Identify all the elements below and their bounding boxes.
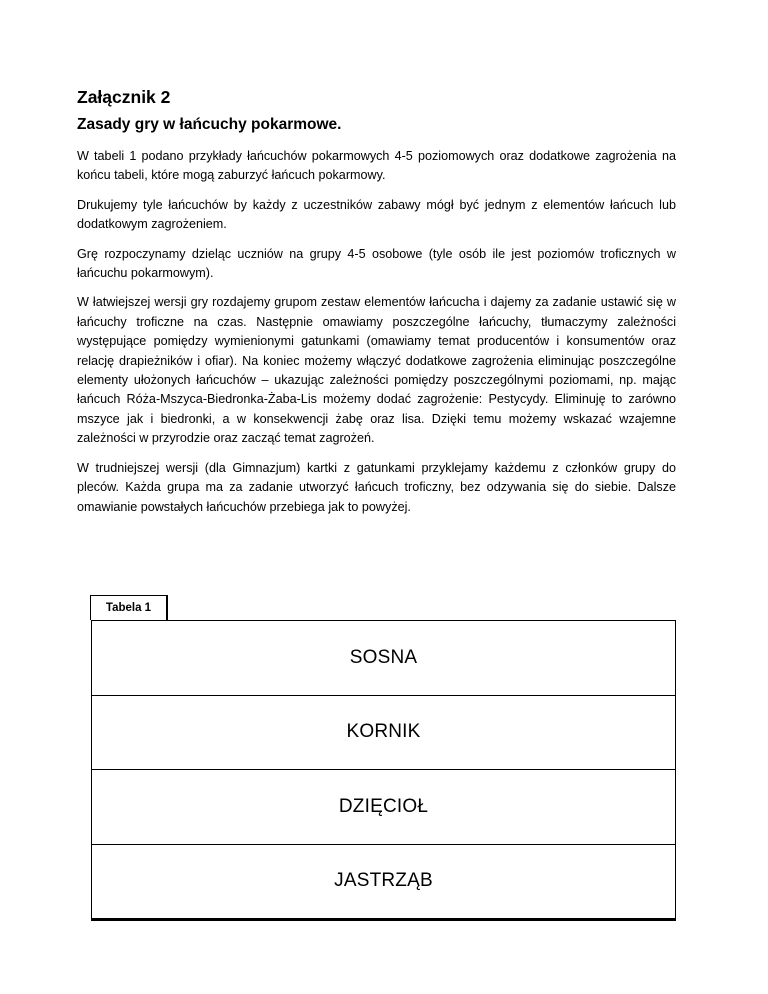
food-chain-table xyxy=(91,620,676,921)
table-label: Tabela 1 xyxy=(90,595,167,620)
paragraph-groups: Grę rozpoczynamy dzieląc uczniów na grupy 4-5 osobowe (tyle osób ile jest poziomów troficznych w łańcuchu pokarmowym). xyxy=(77,246,676,281)
paragraph-hard-version: W trudniejszej wersji (dla Gimnazjum) kartki z gatunkami przyklejamy każdemu z członków grupy do pleców. Każda grupa ma za zadanie utworzyć łańcuch troficzny, bez odzywania się do siebie. Dalsze omawianie powstałych łańcuchów przebiega jak to powyżej. xyxy=(77,460,676,514)
document-subtitle: Zasady gry w łańcuchy pokarmowe. xyxy=(77,116,342,133)
table-row: JASTRZĄB xyxy=(334,870,433,892)
table-row: SOSNA xyxy=(92,621,675,696)
paragraph-easy-version: W łatwiejszej wersji gry rozdajemy grupom zestaw elementów łańcucha i dajemy za zadanie ustawić się w łańcuchy troficzne na czas. Następnie omawiamy poszczególne łańcuchy, tłumaczymy zależności występujące pomiędzy wymienionymi gatunkami (omawiamy temat producentów i konsumentów oraz relację drapieżników i ofiar). Na koniec możemy włączyć dodatkowe zagrożenia eliminując poszczególne elementy ułożonych łańcuchów – ukazując zależności pomiędzy poszczególnymi poziomami, np. mając łańcuch Róża-Mszyca-Biedronka-Żaba-Lis możemy dodać zagrożenie: Pestycydy. Eliminuję to zarówno mszyce jak i biedronki, a w konsekwencji żabę oraz lisa. Dzięki temu możemy wskazać wzajemne zależności w przyrodzie oraz zacząć temat zagrożeń. xyxy=(77,295,676,446)
table-row: DZIĘCIOŁ xyxy=(92,770,675,845)
document-title: Załącznik 2 xyxy=(77,87,171,107)
paragraph-intro: W tabeli 1 podano przykłady łańcuchów pokarmowych 4-5 poziomowych oraz dodatkowe zagrożenia na końcu tabeli, które mogą zaburzyć łańcuch pokarmowy. xyxy=(77,149,676,183)
table-row: KORNIK xyxy=(92,696,675,771)
paragraph-printing: Drukujemy tyle łańcuchów by każdy z uczestników zabawy mógł być jednym z elementów łańcuch lub dodatkowym zagrożeniem. xyxy=(77,197,676,232)
document-body xyxy=(77,86,676,527)
